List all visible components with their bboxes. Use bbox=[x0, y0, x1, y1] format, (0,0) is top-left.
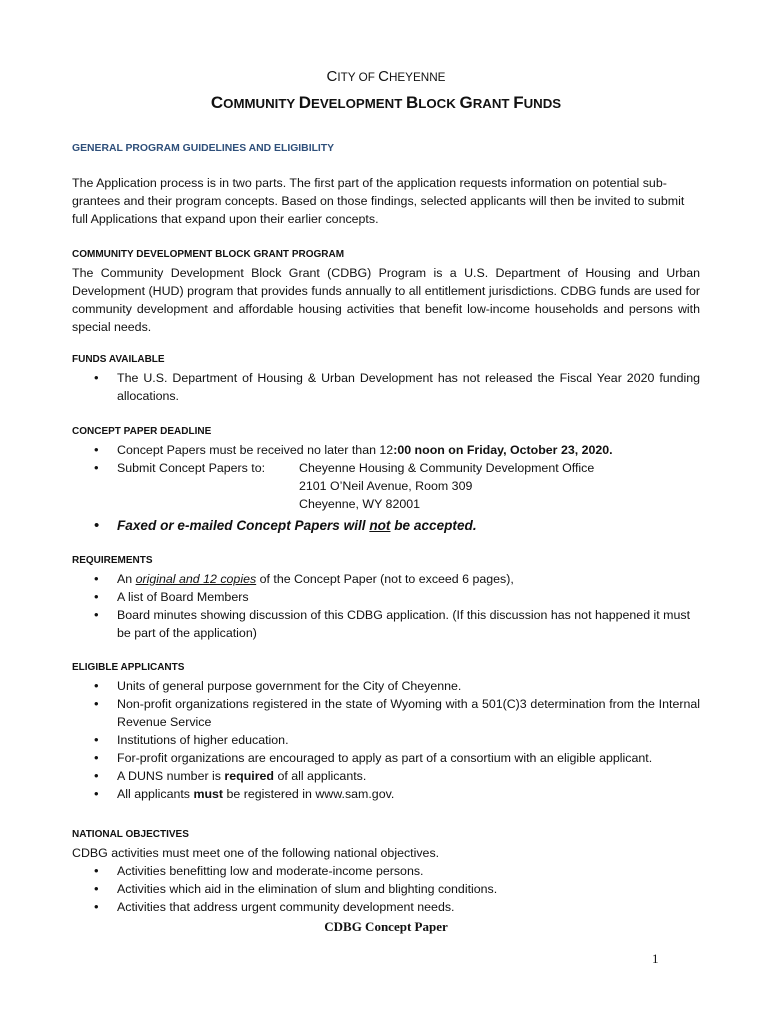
bullet-icon: • bbox=[94, 696, 99, 711]
list-item bbox=[72, 695, 700, 731]
list-item-text: An bbox=[117, 572, 136, 586]
list-item-text: Activities that address urgent community development needs. bbox=[117, 900, 455, 914]
fax-notice bbox=[117, 518, 477, 533]
cdbg-program-heading: COMMUNITY DEVELOPMENT BLOCK GRANT PROGRAM bbox=[72, 249, 345, 260]
list-item-text: Units of general purpose government for the City of Cheyenne. bbox=[117, 679, 462, 693]
funds-list bbox=[72, 369, 700, 405]
bullet-icon: • bbox=[94, 786, 99, 801]
document-title bbox=[72, 94, 700, 113]
list-item bbox=[72, 880, 700, 898]
requirements-section bbox=[72, 552, 700, 642]
bullet-icon: • bbox=[94, 768, 99, 783]
bullet-icon: • bbox=[94, 863, 99, 878]
requirements-list bbox=[72, 570, 700, 642]
list-item-text: Activities benefitting low and moderate-income persons. bbox=[117, 864, 424, 878]
objectives-list bbox=[72, 862, 700, 916]
list-item-text: Non-profit organizations registered in the state of Wyoming with a 501(C)3 determination from the Internal Revenue Service bbox=[117, 697, 700, 729]
guidelines-section bbox=[72, 140, 700, 228]
list-item-text: A list of Board Members bbox=[117, 590, 249, 604]
deadline-date: :00 noon on Friday, October 23, 2020. bbox=[393, 443, 613, 457]
list-item-text: The U.S. Department of Housing & Urban Development has not released the Fiscal Year 2020 funding allocations. bbox=[117, 371, 700, 403]
deadline-heading: CONCEPT PAPER DEADLINE bbox=[72, 426, 212, 437]
title-letter: C bbox=[326, 68, 338, 85]
list-item-text: Board minutes showing discussion of this CDBG application. (If this discussion has not happened it must be part of the application) bbox=[117, 608, 691, 640]
title-letter: B bbox=[405, 93, 419, 112]
list-item bbox=[72, 517, 700, 535]
title-letter: G bbox=[459, 93, 473, 112]
list-item-text: Activities which aid in the elimination of slum and blighting conditions. bbox=[117, 882, 498, 896]
address-block bbox=[299, 459, 594, 513]
list-item bbox=[72, 862, 700, 880]
list-item bbox=[72, 369, 700, 405]
notice-emphasis: not bbox=[369, 518, 391, 533]
guidelines-heading: GENERAL PROGRAM GUIDELINES AND ELIGIBILITY bbox=[72, 143, 335, 154]
list-item bbox=[72, 767, 700, 785]
list-item-text: be registered in www.sam.gov. bbox=[223, 787, 395, 801]
page-number: 1 bbox=[652, 951, 659, 966]
bullet-icon: • bbox=[94, 899, 99, 914]
list-item bbox=[72, 677, 700, 695]
list-item-text: For-profit organizations are encouraged to apply as part of a consortium with an eligible applicant. bbox=[117, 751, 653, 765]
list-item bbox=[72, 441, 700, 459]
emphasis-text: must bbox=[193, 787, 224, 801]
address-line: Cheyenne, WY 82001 bbox=[299, 497, 421, 511]
title-letter: C bbox=[210, 93, 224, 112]
title-text: RANT bbox=[472, 96, 514, 111]
title-letter: F bbox=[513, 93, 524, 112]
submit-label: Submit Concept Papers to: bbox=[117, 461, 266, 475]
list-item-text: A DUNS number is bbox=[117, 769, 225, 783]
notice-text: Faxed or e-mailed Concept Papers will bbox=[117, 518, 370, 533]
title-letter: C bbox=[378, 68, 389, 85]
list-item bbox=[72, 459, 700, 513]
deadline-section bbox=[72, 423, 700, 535]
objectives-section bbox=[72, 826, 700, 916]
title-text: UNDS bbox=[523, 96, 562, 111]
notice-text: be accepted. bbox=[390, 518, 477, 533]
funds-heading: FUNDS AVAILABLE bbox=[72, 354, 165, 365]
bullet-icon: • bbox=[94, 750, 99, 765]
address-line: Cheyenne Housing & Community Development Office bbox=[299, 461, 595, 475]
bullet-icon: • bbox=[94, 370, 99, 385]
objectives-intro: CDBG activities must meet one of the following national objectives. bbox=[72, 846, 440, 860]
cdbg-program-text: The Community Development Block Grant (CDBG) Program is a U.S. Department of Housing and Urban Development (HUD) program that provides funds annually to all entitlement jurisdictions. CDBG funds are used for community development and affordable housing activities that benefit low-income households and persons with special needs. bbox=[72, 266, 700, 334]
eligible-list bbox=[72, 677, 700, 803]
bullet-icon: • bbox=[94, 571, 99, 586]
list-item bbox=[72, 749, 700, 767]
bullet-icon: • bbox=[94, 589, 99, 604]
title-letter: D bbox=[298, 93, 311, 112]
list-item bbox=[72, 606, 700, 642]
list-item bbox=[72, 731, 700, 749]
submit-address-row bbox=[117, 459, 700, 513]
funds-section bbox=[72, 351, 700, 405]
title-text: LOCK bbox=[418, 96, 460, 111]
title-text: HEYENNE bbox=[388, 71, 446, 84]
deadline-list bbox=[72, 441, 700, 535]
cdbg-program-section bbox=[72, 246, 700, 336]
footer-title: CDBG Concept Paper bbox=[324, 919, 448, 934]
bullet-icon: • bbox=[94, 607, 99, 622]
list-item-text: of the Concept Paper (not to exceed 6 pages), bbox=[256, 572, 514, 586]
list-item bbox=[72, 588, 700, 606]
eligible-heading: ELIGIBLE APPLICANTS bbox=[72, 662, 185, 673]
bullet-icon: • bbox=[94, 678, 99, 693]
copies-emphasis: original and 12 copies bbox=[135, 572, 257, 586]
title-text: EVELOPMENT bbox=[311, 96, 406, 111]
list-item bbox=[72, 898, 700, 916]
list-item bbox=[72, 785, 700, 803]
list-item-text: of all applicants. bbox=[274, 769, 367, 783]
title-text: OMMUNITY bbox=[223, 96, 299, 111]
bullet-icon: • bbox=[94, 732, 99, 747]
guidelines-text: The Application process is in two parts. The first part of the application requests information on potential sub-grantees and their program concepts. Based on those findings, selected applicants will then be invited to submit full Applications that expand upon their earlier concepts. bbox=[72, 176, 685, 226]
list-item-text: All applicants bbox=[117, 787, 194, 801]
city-title bbox=[72, 68, 700, 87]
list-item-text: Institutions of higher education. bbox=[117, 733, 289, 747]
objectives-heading: NATIONAL OBJECTIVES bbox=[72, 829, 189, 840]
list-item bbox=[72, 570, 700, 588]
bullet-icon: • bbox=[94, 517, 100, 534]
address-line: 2101 O’Neil Avenue, Room 309 bbox=[299, 479, 473, 493]
title-text: ITY OF bbox=[337, 71, 379, 84]
bullet-icon: • bbox=[94, 881, 99, 896]
bullet-icon: • bbox=[94, 460, 99, 475]
list-item-text: Concept Papers must be received no later than 12 bbox=[117, 443, 394, 457]
eligible-section bbox=[72, 659, 700, 803]
requirements-heading: REQUIREMENTS bbox=[72, 555, 153, 566]
emphasis-text: required bbox=[224, 769, 274, 783]
bullet-icon: • bbox=[94, 442, 99, 457]
